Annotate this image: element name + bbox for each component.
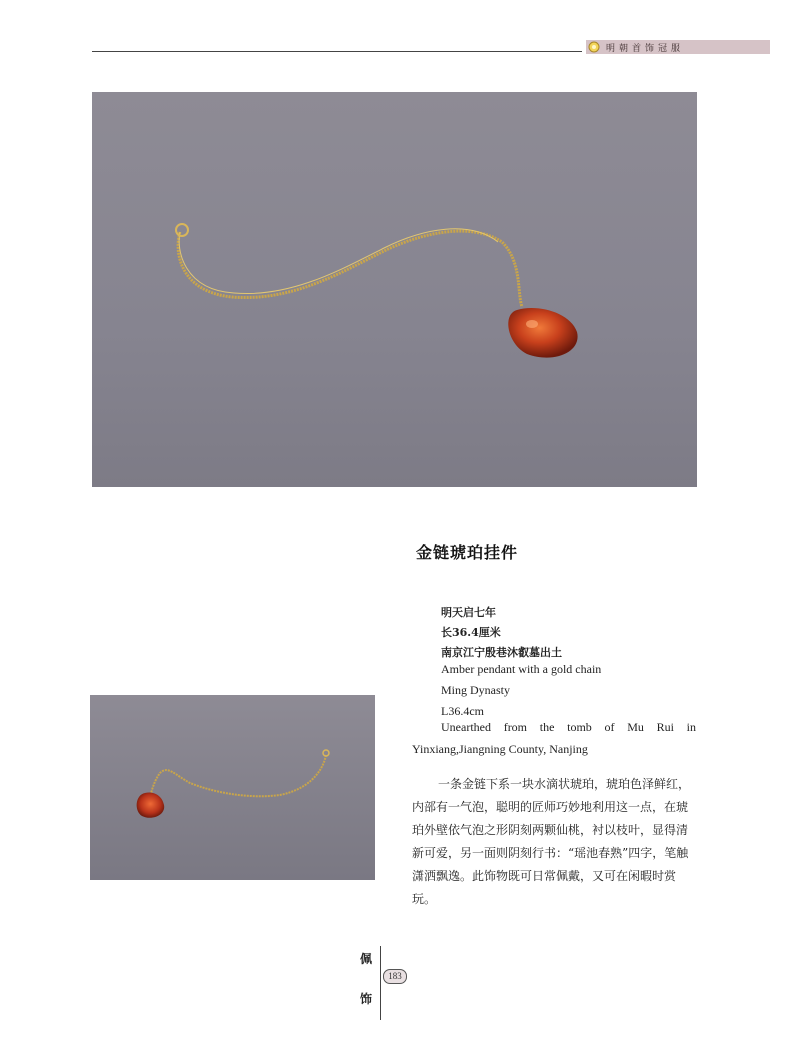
header-rule (92, 51, 582, 52)
ornament-icon (586, 40, 602, 54)
dynasty-en: Ming Dynasty (441, 683, 510, 697)
provenance-en: Unearthed from the tomb of Mu Rui in Yinxiang,Jiangning County, Nanjing (412, 720, 696, 756)
length-cn: 长36.4厘米 (441, 626, 501, 639)
main-photo (92, 92, 697, 487)
length-en: L36.4cm (441, 704, 484, 718)
section-char-2: 饰 (360, 992, 373, 1006)
description-cn: 一条金链下系一块水滴状琥珀，琥珀色泽鲜红，内部有一气泡，聪明的匠师巧妙地利用这一点，在琥珀外壁依气泡之形阴刻两颗仙桃，衬以枝叶，显得清新可爱，另一面则阴刻行书：“瑶池春熟”四字，笔触潇洒飘逸。此饰物既可日常佩戴，又可在闲暇时赏玩。 (412, 777, 691, 906)
name-en: Amber pendant with a gold chain (441, 662, 602, 676)
page-number: 183 (383, 969, 407, 984)
provenance-cn: 南京江宁殷巷沐叡墓出土 (441, 646, 562, 659)
running-header (586, 40, 770, 54)
artifact-title: 金链琥珀挂件 (416, 543, 519, 562)
detail-photo (90, 695, 375, 880)
footer-rule (380, 946, 381, 1020)
header-title: 明朝首饰冠服 (606, 43, 685, 54)
section-char-1: 佩 (360, 952, 373, 966)
period-cn: 明天启七年 (441, 606, 496, 619)
